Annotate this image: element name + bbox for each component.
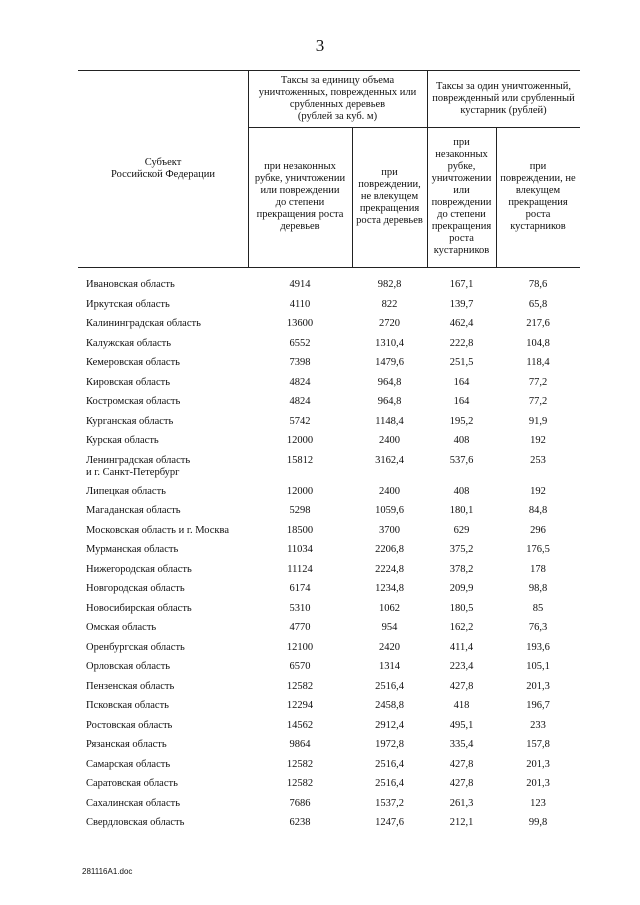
table-row <box>78 817 580 837</box>
row-value-shrubs-damaged: 84,8 <box>528 505 548 516</box>
row-subject-name: Новосибирская область <box>86 602 192 614</box>
row-value-shrubs-destroyed: 209,9 <box>449 583 474 594</box>
row-subject-name: Кировская область <box>86 376 171 388</box>
row-value-trees-destroyed: 15812 <box>286 454 314 466</box>
row-subject-name: Псковская область <box>86 700 169 711</box>
row-value-shrubs-destroyed: 408 <box>453 485 470 497</box>
table-row <box>78 505 580 525</box>
row-subject-name: Ивановская область <box>86 279 175 290</box>
row-subject-name: Саратовская область <box>86 778 178 789</box>
row-value-shrubs-damaged: 118,4 <box>526 357 550 368</box>
row-value-trees-damaged: 964,8 <box>377 396 402 407</box>
row-value-shrubs-damaged: 77,2 <box>528 396 548 407</box>
row-value-shrubs-damaged: 78,6 <box>528 279 548 290</box>
header-subject: Субъект Российской Федерации <box>111 157 215 180</box>
row-value-shrubs-destroyed: 261,3 <box>449 797 474 809</box>
row-value-trees-destroyed: 5742 <box>289 415 311 427</box>
row-value-trees-damaged: 2400 <box>379 435 400 446</box>
row-value-trees-destroyed: 12100 <box>286 641 314 653</box>
table-row <box>78 778 580 798</box>
row-value-trees-destroyed: 11124 <box>287 563 313 575</box>
row-value-shrubs-damaged: 196,7 <box>526 700 550 711</box>
table-row <box>78 720 580 740</box>
table-row <box>78 681 580 701</box>
row-value-shrubs-damaged: 192 <box>530 435 546 446</box>
row-value-trees-damaged: 2458,8 <box>375 700 404 711</box>
row-value-shrubs-destroyed: 629 <box>453 524 470 536</box>
row-subject-name: Магаданская область <box>86 505 181 516</box>
row-subject-name: Рязанская область <box>86 739 167 750</box>
row-value-trees-damaged: 2420 <box>379 641 400 653</box>
row-value-shrubs-damaged: 178 <box>530 563 546 575</box>
row-value-trees-destroyed: 5298 <box>289 505 311 516</box>
row-value-shrubs-damaged: 76,3 <box>528 622 548 633</box>
table-header <box>78 70 580 268</box>
table-row <box>78 661 580 681</box>
row-subject-name: Новгородская область <box>86 583 185 594</box>
table-row <box>78 435 580 455</box>
row-subject-name: Орловская область <box>86 661 171 672</box>
table-row <box>78 642 580 662</box>
row-value-trees-damaged: 1310,4 <box>375 337 404 349</box>
header-col-shrubs-damaged: при повреждении, не влекущем прекращения роста кустарников <box>500 161 576 232</box>
row-value-shrubs-destroyed: 164 <box>453 376 470 388</box>
row-subject-name: Пензенская область <box>86 680 175 692</box>
row-value-trees-damaged: 1247,6 <box>375 817 404 828</box>
table-row <box>78 455 580 486</box>
row-value-shrubs-damaged: 217,6 <box>526 318 550 329</box>
row-value-shrubs-damaged: 201,3 <box>526 778 550 789</box>
row-value-trees-destroyed: 9864 <box>289 739 311 750</box>
row-value-shrubs-destroyed: 195,2 <box>449 415 474 427</box>
row-value-shrubs-destroyed: 408 <box>453 435 470 446</box>
table-body <box>78 268 580 837</box>
row-value-trees-destroyed: 18500 <box>286 524 314 536</box>
row-value-trees-damaged: 1062 <box>379 602 400 614</box>
table-row <box>78 798 580 818</box>
row-value-shrubs-damaged: 77,2 <box>528 376 548 388</box>
row-subject-name: Омская область <box>86 622 157 633</box>
row-value-trees-damaged: 982,8 <box>377 279 402 290</box>
row-value-shrubs-destroyed: 167,1 <box>449 279 474 290</box>
table-row <box>78 377 580 397</box>
row-value-shrubs-destroyed: 139,7 <box>449 298 474 310</box>
row-value-trees-destroyed: 12582 <box>286 778 314 789</box>
row-value-trees-damaged: 1148,4 <box>375 415 404 427</box>
row-value-shrubs-destroyed: 180,1 <box>449 505 474 516</box>
row-value-shrubs-damaged: 105,1 <box>526 661 550 672</box>
row-value-shrubs-destroyed: 427,8 <box>449 778 474 789</box>
row-value-trees-damaged: 2912,4 <box>375 719 404 731</box>
row-value-trees-destroyed: 6238 <box>289 817 311 828</box>
row-subject-name: Ростовская область <box>86 719 173 731</box>
table-row <box>78 544 580 564</box>
row-value-trees-damaged: 822 <box>381 298 398 310</box>
row-value-trees-damaged: 3700 <box>379 524 400 536</box>
row-value-shrubs-damaged: 233 <box>530 719 546 731</box>
row-subject-name: Калининградская область <box>86 318 201 329</box>
row-value-trees-destroyed: 6174 <box>289 583 311 594</box>
row-value-shrubs-destroyed: 495,1 <box>449 719 474 731</box>
row-value-trees-destroyed: 6570 <box>289 661 311 672</box>
tariff-table <box>78 70 580 837</box>
row-value-shrubs-damaged: 123 <box>530 797 546 809</box>
row-subject-name: Свердловская область <box>86 817 185 828</box>
row-value-shrubs-damaged: 253 <box>530 454 546 466</box>
row-value-shrubs-destroyed: 164 <box>453 396 470 407</box>
row-value-shrubs-damaged: 193,6 <box>526 641 550 653</box>
row-value-trees-damaged: 2516,4 <box>375 758 404 770</box>
row-subject-name: Оренбургская область <box>86 641 185 653</box>
row-value-shrubs-damaged: 98,8 <box>528 583 548 594</box>
row-value-shrubs-destroyed: 427,8 <box>449 758 474 770</box>
table-row <box>78 318 580 338</box>
row-subject-name: Нижегородская область <box>86 563 192 575</box>
row-value-trees-destroyed: 12582 <box>286 680 314 692</box>
row-subject-name: Калужская область <box>86 337 172 349</box>
row-subject-name: Иркутская область <box>86 298 170 310</box>
row-value-trees-destroyed: 4770 <box>289 622 311 633</box>
row-value-shrubs-destroyed: 378,2 <box>449 563 474 575</box>
row-value-trees-destroyed: 4824 <box>289 396 311 407</box>
table-row <box>78 759 580 779</box>
table-row <box>78 486 580 506</box>
row-value-shrubs-damaged: 104,8 <box>526 337 550 349</box>
row-value-trees-destroyed: 4824 <box>289 376 311 388</box>
table-row <box>78 299 580 319</box>
row-value-shrubs-damaged: 201,3 <box>526 680 550 692</box>
table-row <box>78 396 580 416</box>
row-value-shrubs-destroyed: 418 <box>453 700 470 711</box>
row-value-trees-destroyed: 14562 <box>286 719 314 731</box>
row-value-trees-damaged: 1537,2 <box>375 797 404 809</box>
row-value-trees-destroyed: 12294 <box>286 700 314 711</box>
row-value-shrubs-destroyed: 222,8 <box>449 337 474 349</box>
row-value-shrubs-destroyed: 180,5 <box>449 602 474 614</box>
row-value-shrubs-destroyed: 462,4 <box>449 318 474 329</box>
row-value-trees-destroyed: 12000 <box>286 485 314 497</box>
table-row <box>78 564 580 584</box>
row-value-shrubs-damaged: 201,3 <box>526 758 550 770</box>
table-row <box>78 525 580 545</box>
row-value-trees-destroyed: 6552 <box>289 337 311 349</box>
row-value-shrubs-damaged: 176,5 <box>526 544 550 555</box>
row-subject-name: Костромская область <box>86 396 181 407</box>
row-value-trees-damaged: 2224,8 <box>375 563 404 575</box>
row-subject-name: Самарская область <box>86 758 171 770</box>
table-row <box>78 603 580 623</box>
row-value-shrubs-destroyed: 427,8 <box>449 680 474 692</box>
row-value-trees-destroyed: 12000 <box>286 435 314 446</box>
row-subject-name: Липецкая область <box>86 485 166 497</box>
row-value-trees-damaged: 1059,6 <box>375 505 404 516</box>
footer-filename: 281116A1.doc <box>82 867 133 876</box>
row-value-trees-damaged: 3162,4 <box>375 454 404 466</box>
row-subject-name: Сахалинская область <box>86 797 180 809</box>
table-row <box>78 739 580 759</box>
row-value-shrubs-destroyed: 162,2 <box>449 622 474 633</box>
row-value-trees-damaged: 2206,8 <box>375 544 404 555</box>
row-value-trees-damaged: 2516,4 <box>375 778 404 789</box>
row-value-trees-destroyed: 4110 <box>289 298 311 310</box>
table-row <box>78 357 580 377</box>
row-subject-name: Московская область и г. Москва <box>86 524 230 536</box>
row-value-trees-damaged: 1234,8 <box>375 583 404 594</box>
row-subject-name: Курганская область <box>86 415 174 427</box>
row-value-shrubs-destroyed: 375,2 <box>449 544 474 555</box>
row-value-trees-destroyed: 13600 <box>286 318 314 329</box>
row-value-trees-damaged: 964,8 <box>377 376 402 388</box>
row-value-shrubs-damaged: 192 <box>530 485 546 497</box>
table-row <box>78 338 580 358</box>
row-value-shrubs-damaged: 296 <box>530 524 546 536</box>
row-subject-name: Ленинградская область и г. Санкт-Петербург <box>86 454 191 478</box>
page-number: 3 <box>315 36 325 55</box>
header-col-shrubs-destroyed: при незаконных рубке, уничтожении или повреждении до степени прекращения роста кустарников <box>431 137 492 256</box>
row-value-trees-damaged: 1972,8 <box>375 739 404 750</box>
row-value-shrubs-damaged: 85 <box>532 602 544 614</box>
row-value-shrubs-damaged: 91,9 <box>528 415 548 427</box>
row-value-trees-destroyed: 7686 <box>289 797 311 809</box>
row-value-shrubs-damaged: 99,8 <box>528 817 548 828</box>
table-row <box>78 279 580 299</box>
row-value-trees-damaged: 1479,6 <box>375 357 404 368</box>
table-row <box>78 622 580 642</box>
row-value-trees-destroyed: 7398 <box>289 357 311 368</box>
row-value-shrubs-destroyed: 411,4 <box>449 641 474 653</box>
row-value-shrubs-damaged: 157,8 <box>526 739 550 750</box>
table-row <box>78 416 580 436</box>
row-value-shrubs-destroyed: 335,4 <box>449 739 474 750</box>
header-col-trees-damaged: при повреждении, не влекущем прекращения роста деревьев <box>356 167 423 226</box>
row-subject-name: Курская область <box>86 435 159 446</box>
header-group-shrubs: Таксы за один уничтоженный, поврежденный или срубленный кустарник (рублей) <box>432 81 575 116</box>
row-value-trees-damaged: 2516,4 <box>375 680 404 692</box>
row-value-shrubs-destroyed: 212,1 <box>449 817 474 828</box>
table-row <box>78 583 580 603</box>
row-value-trees-damaged: 1314 <box>379 661 400 672</box>
header-col-trees-destroyed: при незаконных рубке, уничтожении или повреждении до степени прекращения роста деревьев <box>254 161 346 232</box>
row-subject-name: Мурманская область <box>86 544 179 555</box>
row-value-trees-damaged: 954 <box>381 622 398 633</box>
row-value-shrubs-destroyed: 223,4 <box>449 661 474 672</box>
row-value-shrubs-destroyed: 251,5 <box>449 357 474 368</box>
row-value-shrubs-destroyed: 537,6 <box>449 454 474 466</box>
row-value-shrubs-damaged: 65,8 <box>528 298 548 310</box>
row-value-trees-damaged: 2400 <box>379 485 400 497</box>
row-value-trees-destroyed: 4914 <box>289 279 311 290</box>
row-value-trees-destroyed: 11034 <box>287 544 313 555</box>
header-group-trees: Таксы за единицу объема уничтоженных, поврежденных или срубленных деревьев (рублей за куб. м) <box>258 75 417 122</box>
row-value-trees-destroyed: 12582 <box>286 758 314 770</box>
table-row <box>78 700 580 720</box>
row-value-trees-destroyed: 5310 <box>289 602 311 614</box>
row-subject-name: Кемеровская область <box>86 357 180 368</box>
row-value-trees-damaged: 2720 <box>379 318 400 329</box>
